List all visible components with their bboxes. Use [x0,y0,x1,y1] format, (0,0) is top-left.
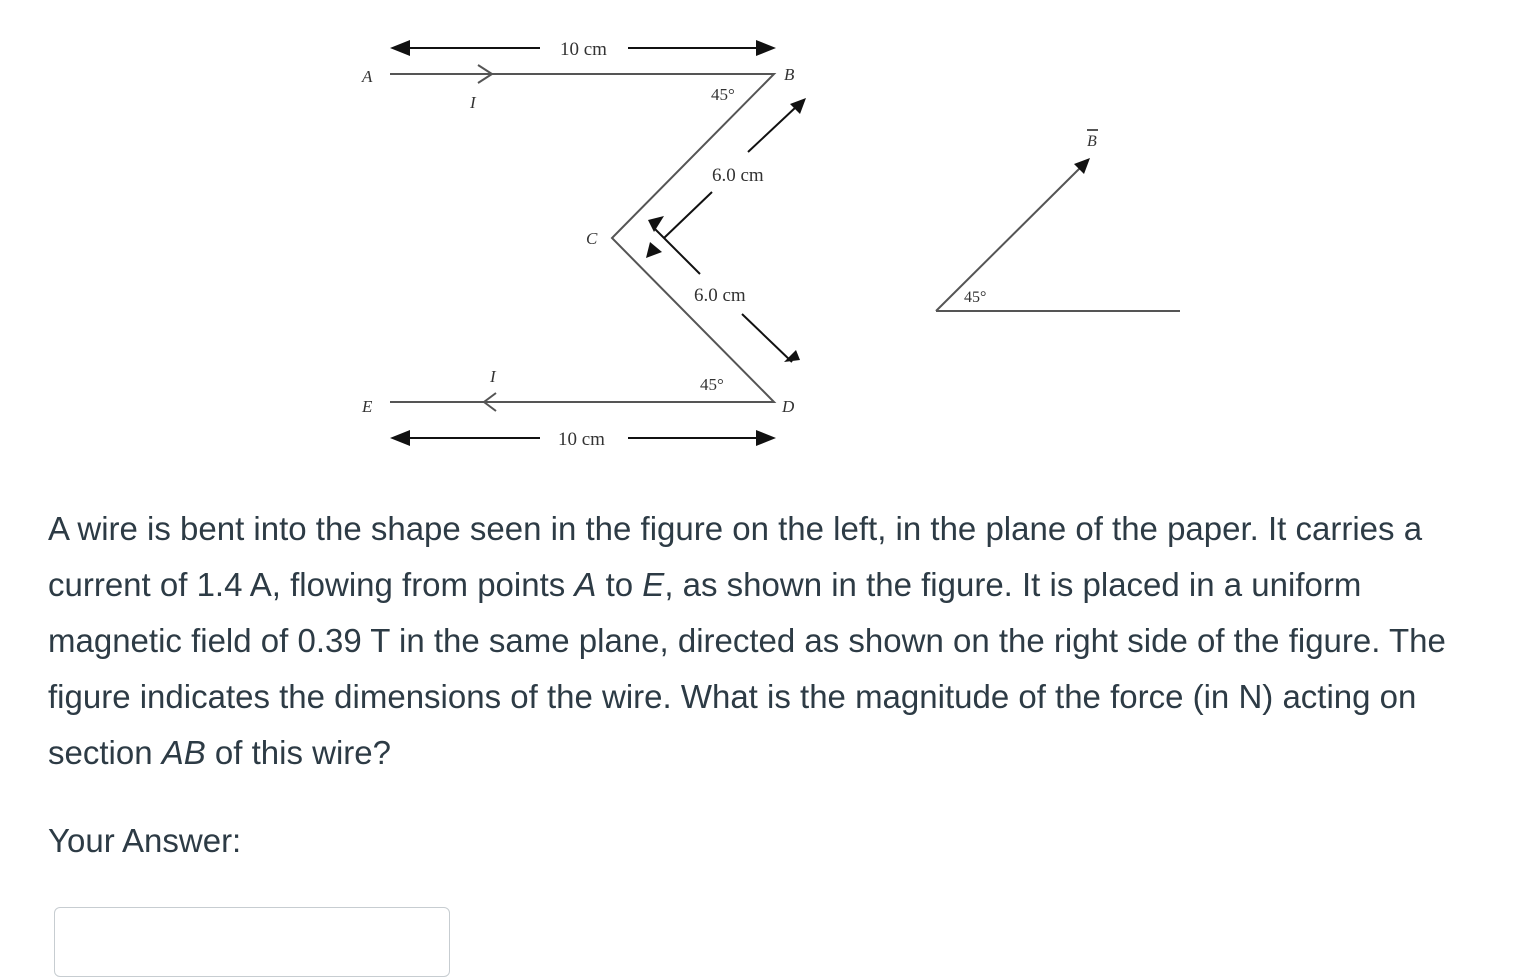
angle-d-label: 45° [700,375,724,394]
question-part: A wire is bent into the shape seen in the figure on the left, in the plane of the paper. It carries a current of 1.4 A, flowing from points [48,510,1423,603]
magnetic-field-diagram [936,130,1180,311]
point-c-label: C [586,229,598,248]
question-part: of this wire? [205,734,392,771]
point-e-label: E [362,397,373,416]
point-b-label: B [784,65,795,84]
point-a-label: A [362,67,373,86]
answer-label: Your Answer: [48,822,242,859]
answer-input[interactable] [54,907,450,977]
bc-dimension-label: 6.0 cm [712,165,764,186]
bc-dimension-arrow [648,98,806,238]
field-label: B [1087,133,1097,150]
cd-dimension-label: 6.0 cm [694,285,746,306]
top-dimension-arrow [390,39,776,60]
field-angle-label: 45° [964,289,987,306]
question-var-e: E [642,566,665,603]
bottom-dimension-label: 10 cm [558,429,605,450]
question-text [48,501,1498,781]
wire-figure [340,20,1220,490]
bottom-dimension-arrow [390,429,776,450]
current-label-top: I [470,93,476,112]
top-dimension-label: 10 cm [560,39,607,60]
question-part: to [596,566,643,603]
point-d-label: D [782,397,795,416]
bent-wire [390,74,774,402]
question-var-a: A [574,566,597,603]
angle-b-label: 45° [711,85,735,104]
current-label-bottom: I [490,367,496,386]
question-var-ab: AB [161,734,206,771]
question-part: , as shown in the figure. It is placed in a uniform magnetic field of 0.39 T in the same plane, directed as shown on the right side of the figure. The figure indicates the dimensions of the wire. What is the magnitude of the force (in N) acting on section [48,566,1446,771]
